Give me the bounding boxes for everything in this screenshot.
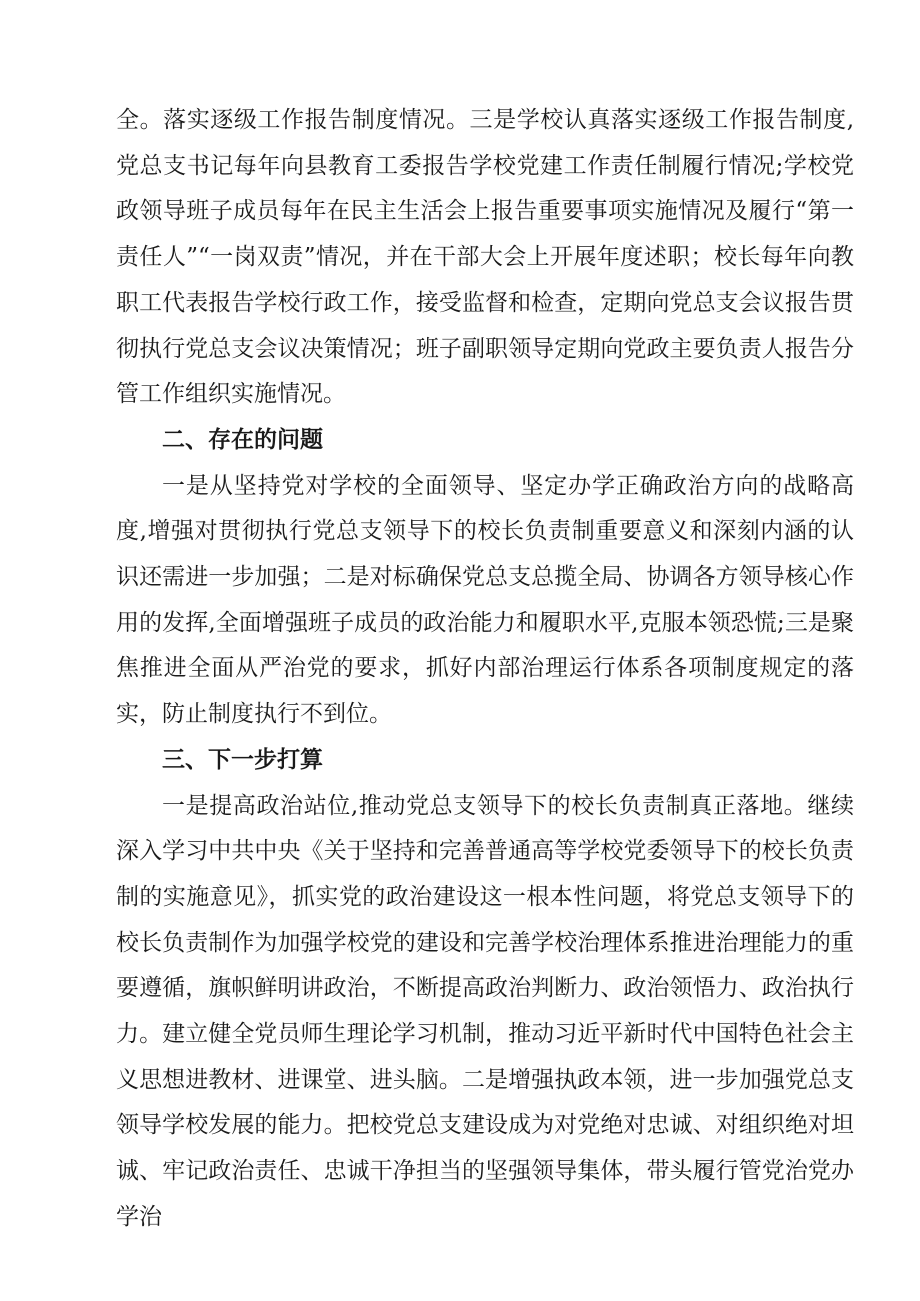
paragraph-continuation: 全。落实逐级工作报告制度情况。三是学校认真落实逐级工作报告制度,党总支书记每年向县教育工委报告学校党建工作责任制履行情况;学校党政领导班子成员每年在民主生活会上报告重要事项实施情况及履行“第一责任人”“一岗双责”情况，并在干部大会上开展年度述职；校长每年向教职工代表报告学校行政工作，接受监督和检查，定期向党总支会议报告贯彻执行党总支会议决策情况；班子副职领导定期向党政主要负责人报告分管工作组织实施情况。	[116, 107, 854, 408]
section-heading-next-steps: 三、下一步打算	[162, 746, 323, 773]
paragraph-problems: 一是从坚持党对学校的全面领导、坚定办学正确政治方向的战略高度,增强对贯彻执行党总支领导下的校长负责制重要意义和深刻内涵的认识还需进一步加强；二是对标确保党总支总揽全局、协调各方领导核心作用的发挥,全面增强班子成员的政治能力和履职水平,克服本领恐慌;三是聚焦推进全面从严治党的要求，抓好内部治理运行体系各项制度规定的落实，防止制度执行不到位。	[116, 472, 854, 728]
document-body	[116, 98, 854, 1241]
paragraph-next-steps: 一是提高政治站位,推动党总支领导下的校长负责制真正落地。继续深入学习中共中央《关于坚持和完善普通高等学校党委领导下的校长负责制的实施意见》，抓实党的政治建设这一根本性问题，将党总支领导下的校长负责制作为加强学校党的建设和完善学校治理体系推进治理能力的重要遵循，旗帜鲜明讲政治，不断提高政治判断力、政治领悟力、政治执行力。建立健全党员师生理论学习机制，推动习近平新时代中国特色社会主义思想进教材、进课堂、进头脑。二是增强执政本领，进一步加强党总支领导学校发展的能力。把校党总支建设成为对党绝对忠诚、对组织绝对坦诚、牢记政治责任、忠诚干净担当的坚强领导集体，带头履行管党治党办学治	[116, 792, 854, 1230]
section-heading-problems: 二、存在的问题	[162, 426, 323, 453]
